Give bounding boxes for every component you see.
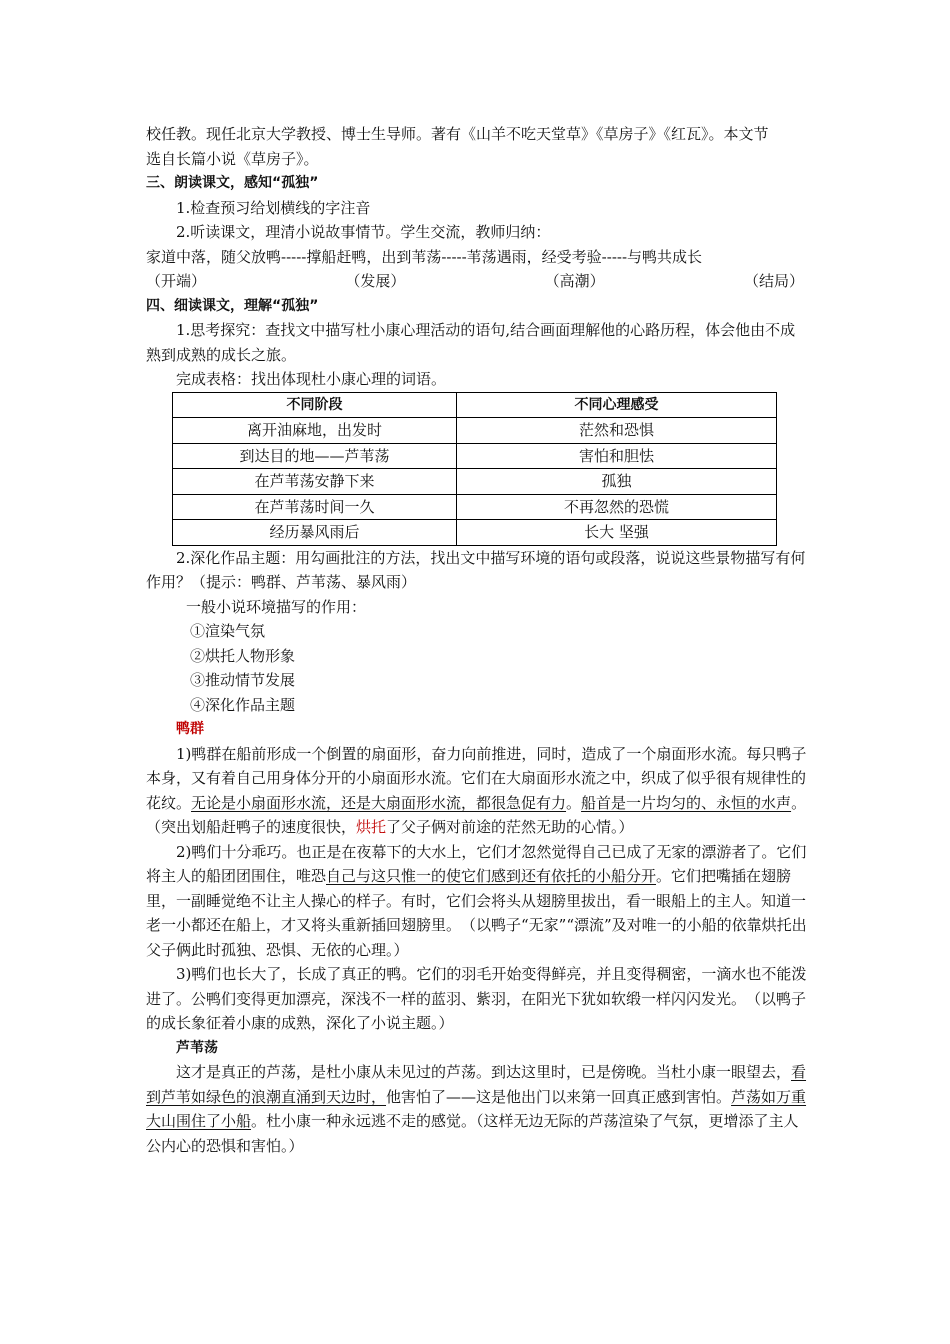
text: 。 (566, 793, 582, 812)
underlined-text: 看到芦苇如绿色的浪潮直涌到天边时， (146, 1063, 807, 1106)
text: 2)鸭们十分乖巧。也正是在夜幕下的大水上，它们才忽然觉得自己已成了无家的漂游者了。它们将主人的船团团围住，唯恐 (146, 842, 807, 885)
text: 他害怕了——这是他出门以来第一回真正感到害怕。 (386, 1087, 732, 1106)
section-3-title: 三、朗读课文，感知“孤独” (146, 175, 319, 191)
stage-label: （高潮） (544, 272, 605, 290)
reed-paragraph (146, 1060, 808, 1158)
table-cell: 孤独 (457, 469, 777, 495)
intro-line-1: 校任教。现任北京大学教授、博士生导师。著有《山羊不吃天堂草》《草房子》《红瓦》。本文节 (146, 125, 769, 143)
text: 1)鸭群在船前形成一个倒置的扇面形，奋力向前推进，同时，造成了一个扇面形水流。每只鸭子本身，又有着自己用身体分开的小扇面形水流。它们在大扇面形水流之中，织成了似乎很有规律性的花纹。 (146, 744, 807, 812)
env-point: ③推动情节发展 (190, 671, 296, 689)
intro-line-2: 选自长篇小说《草房子》。 (146, 149, 319, 168)
table-cell: 在芦苇荡安静下来 (173, 469, 457, 495)
text: 。它们把嘴插在翅膀里，一副睡觉绝不让主人操心的样子。有时，它们会将头从翅膀里拔出，看一眼船上的主人。知道一老一小都还在船上，才又将头重新插回翅膀里。 （以鸭子“无家”“漂流”及对唯一的小船的依靠烘托出父子俩此时孤独、恐惧、无依的心理。） (146, 867, 807, 959)
section-4-title: 四、细读课文，理解“孤独” (146, 297, 319, 314)
s4-item-2: 2.深化作品主题：用勾画批注的方法，找出文中描写环境的语句或段落，说说这些景物描写有何作用？（提示：鸭群、芦苇荡、暴风雨） (146, 548, 806, 591)
table-header: 不同心理感受 (457, 392, 777, 418)
reed-section-title: 芦苇荡 (176, 1039, 218, 1056)
table-row (173, 469, 777, 495)
plot-line: 家道中落，随父放鸭-----撑船赶鸭，出到苇荡-----苇荡遇雨，经受考验-----与鸭共成长 (146, 247, 703, 266)
text: 了父子俩对前途的茫然无助的心情。） (386, 818, 634, 836)
duck-paragraph-1 (146, 742, 808, 840)
table-cell: 不再忽然的恐慌 (457, 494, 777, 520)
text: 这才是真正的芦荡，是杜小康从未见过的芦荡。到达这里时，已是傍晚。当杜小康一眼望去， (176, 1063, 792, 1081)
duck-paragraph-2 (146, 840, 808, 963)
underlined-text: 芦荡如万重大山围住了小船 (146, 1087, 807, 1130)
table-cell: 茫然和恐惧 (457, 418, 777, 444)
underlined-text: 船首是一片均匀的、永恒的水声 (581, 793, 792, 812)
stage-label: （发展） (345, 272, 406, 290)
s4-item-1: 1.思考探究：查找文中描写杜小康心理活动的语句,结合画面理解他的心路历程，体会他由不成熟到成熟的成长之旅。 (146, 321, 796, 364)
psychology-table (172, 392, 777, 546)
s3-item-2: 2.听读课文，理清小说故事情节。学生交流，教师归纳： (176, 223, 551, 241)
underlined-text: 自己与这只惟一的使它们感到还有依托的小船分开 (326, 867, 657, 885)
table-cell: 到达目的地——芦苇荡 (173, 443, 457, 469)
table-cell: 在芦苇荡时间一久 (173, 494, 457, 520)
stage-label: （结局） (743, 272, 804, 290)
table-intro: 完成表格：找出体现杜小康心理的词语。 (176, 370, 447, 388)
table-header: 不同阶段 (173, 392, 457, 418)
table-header-row (173, 392, 777, 418)
env-intro: 一般小说环境描写的作用： (186, 597, 367, 616)
table-cell: 害怕和胆怯 (457, 443, 777, 469)
env-point: ④深化作品主题 (190, 695, 296, 714)
stage-label: （开端） (146, 272, 207, 290)
document-page (146, 122, 808, 1158)
table-cell: 长大 坚强 (457, 520, 777, 546)
plot-stages (146, 269, 808, 294)
env-point: ②烘托人物形象 (190, 646, 296, 665)
table-row (173, 418, 777, 444)
text: 。杜小康一种永远逃不走的感觉。（这样无边无际的芦荡渲染了气氛，更增添了主人公内心的恐惧和害怕。） (146, 1112, 799, 1155)
s3-item-1: 1.检查预习给划横线的字注音 (176, 198, 371, 217)
table-cell: 离开油麻地，出发时 (173, 418, 457, 444)
underlined-text: 无论是小扇面形水流，还是大扇面形水流，都很急促有力 (191, 793, 567, 812)
highlight-word: 烘托 (356, 818, 387, 836)
duck-section-title: 鸭群 (176, 721, 204, 737)
table-row (173, 443, 777, 469)
env-point: ①渲染气氛 (190, 622, 266, 640)
table-row (173, 494, 777, 520)
duck-paragraph-3: 3)鸭们也长大了，长成了真正的鸭。它们的羽毛开始变得鲜亮，并且变得稠密，一滴水也不能泼进了。公鸭们变得更加漂亮，深浅不一样的蓝羽、紫羽，在阳光下犹如软缎一样闪闪发光。 （以鸭子的成长象征着小康的成熟，深化了小说主题。） (146, 965, 807, 1032)
table-cell: 经历暴风雨后 (173, 520, 457, 546)
text: 。（突出划船赶鸭子的速度很快， (146, 793, 807, 836)
table-row (173, 520, 777, 546)
